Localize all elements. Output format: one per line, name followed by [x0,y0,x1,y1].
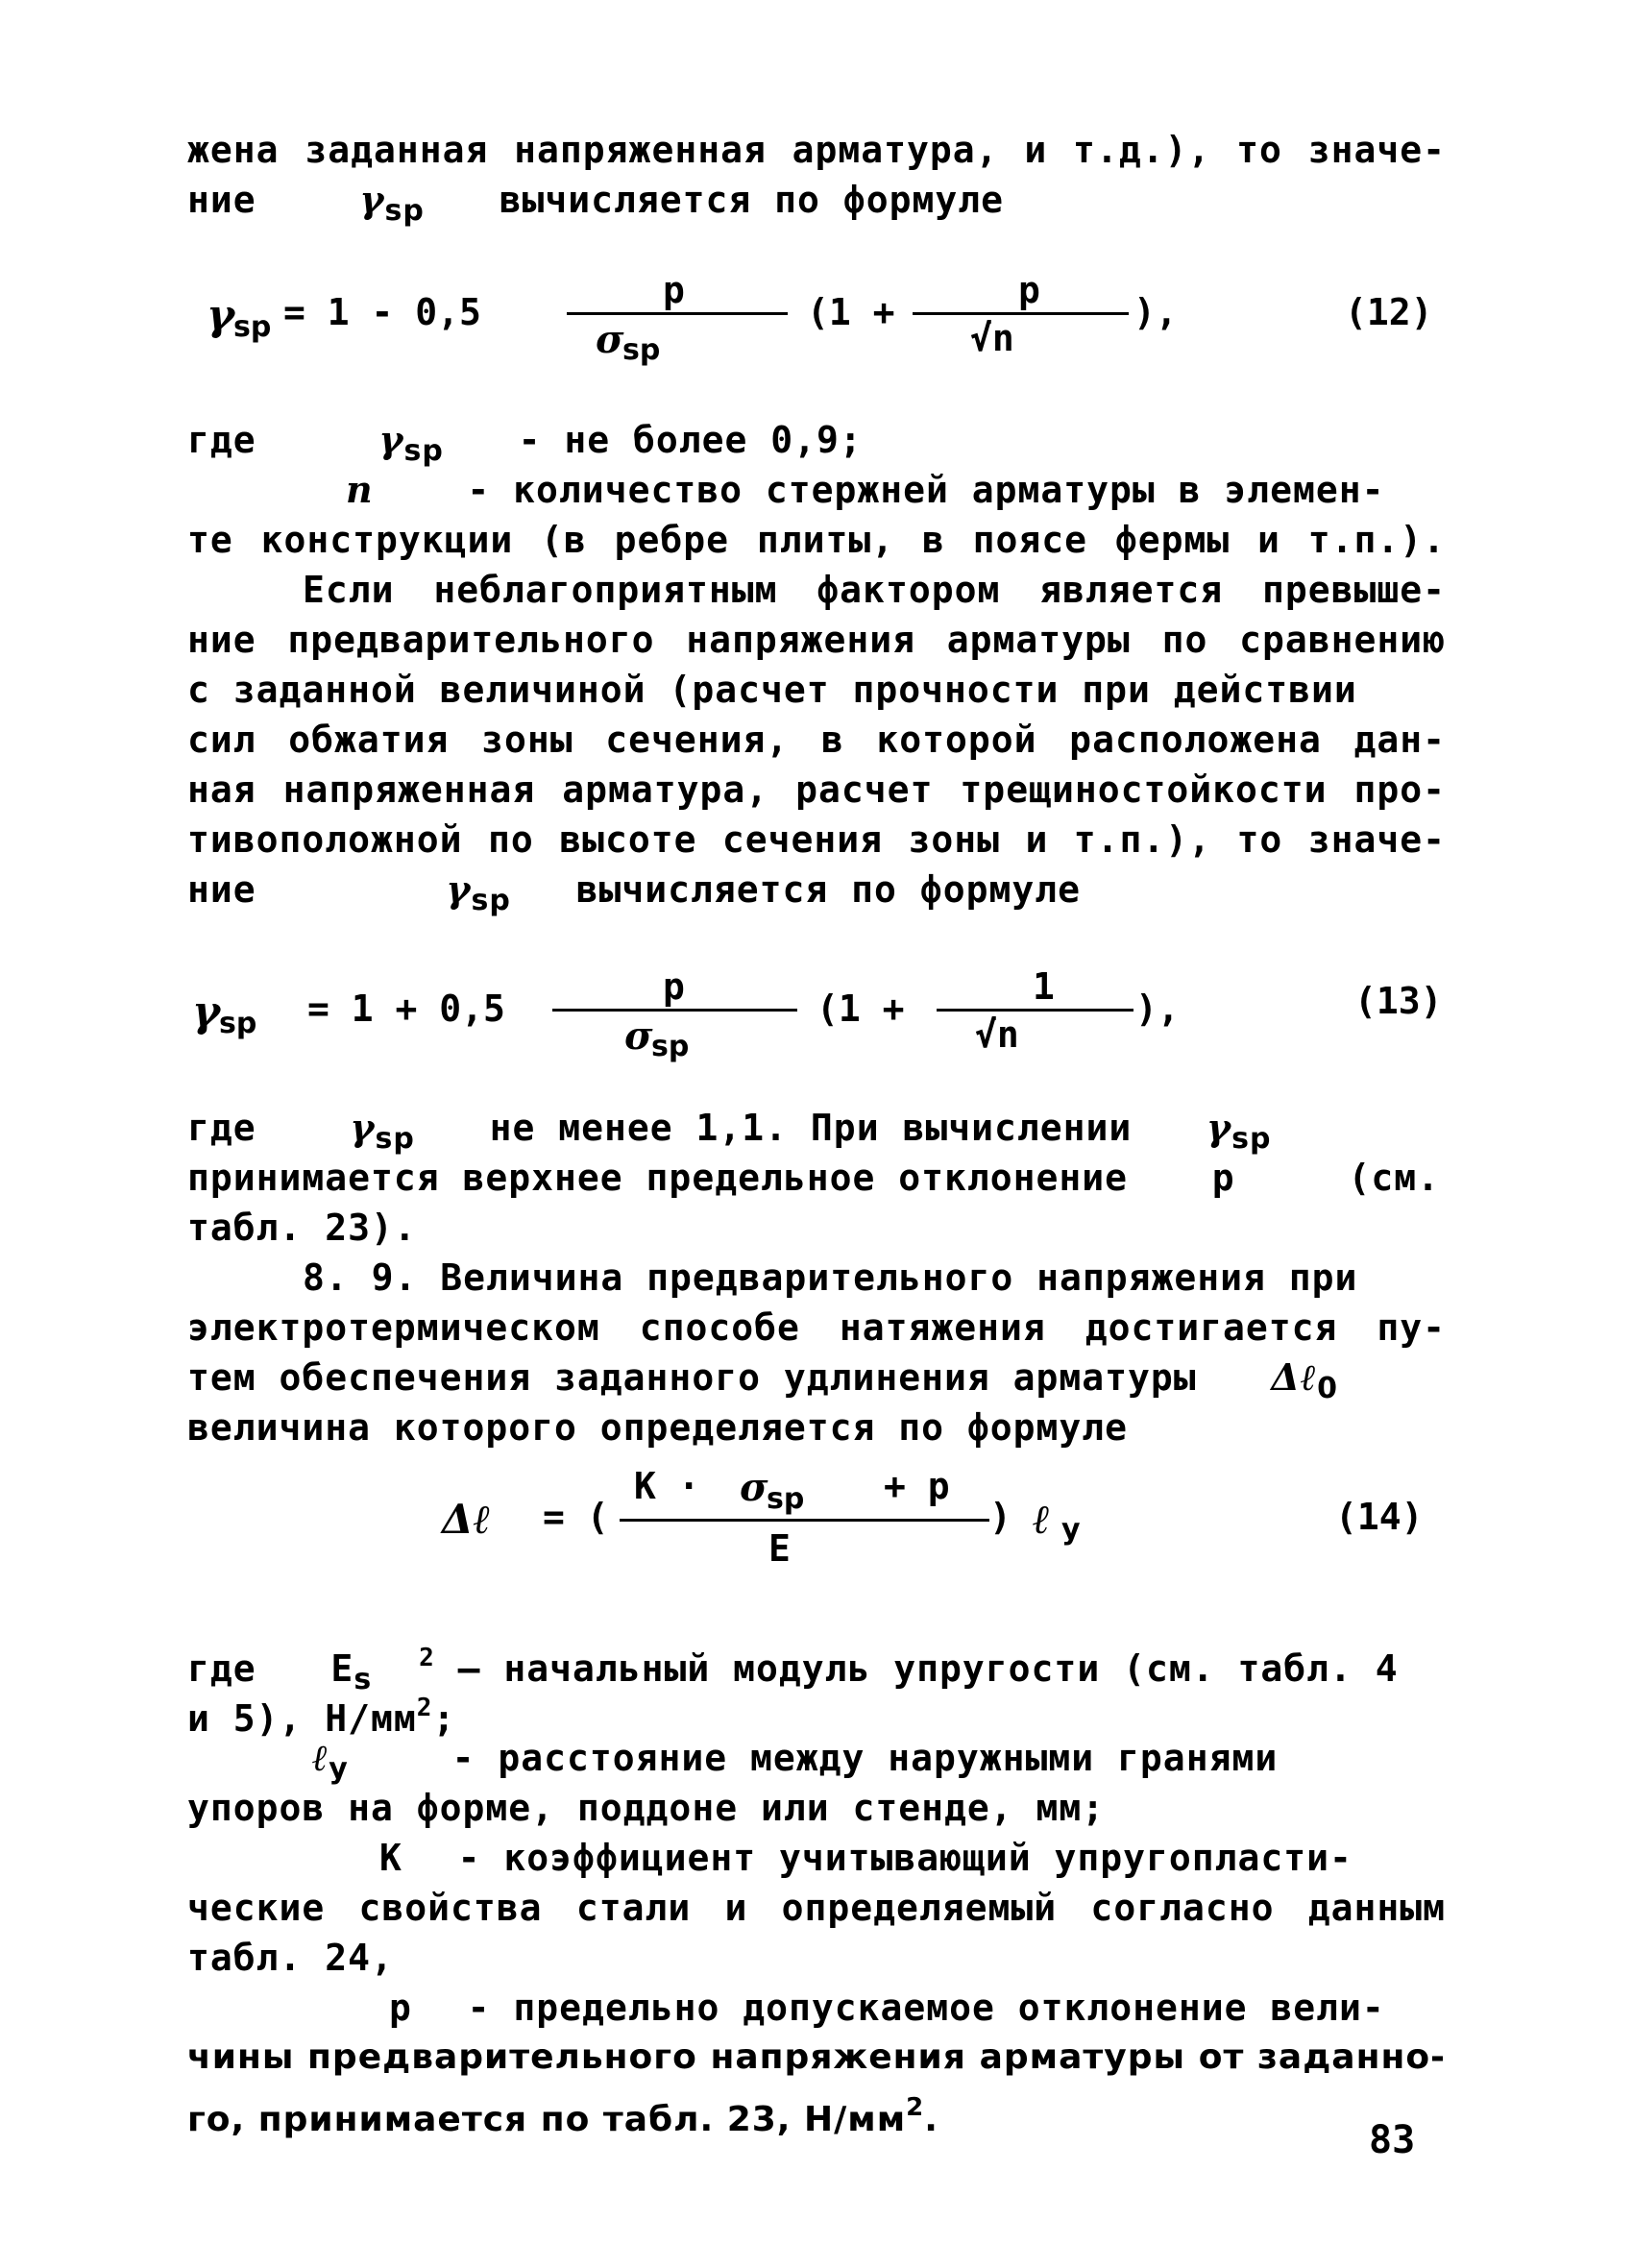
l-symbol: ℓ [1033,1496,1050,1543]
text-line [187,865,1446,926]
page-number: 83 [1369,2118,1416,2162]
sp-subscript: sp [471,884,511,917]
formula-text: ), [1133,291,1178,333]
superscript: 2 [419,1644,435,1672]
e-symbol: E [330,1647,354,1690]
text-fragment: тем обеспечения заданного удлинения арматуры [187,1356,1197,1399]
gamma-symbol: γ [446,867,472,911]
text-line: табл. 24, [187,1937,394,1979]
text-line: ние предварительного напряжения арматуры по сравнению [187,619,1446,661]
fraction-line [620,1519,989,1522]
sigma-symbol: σ [740,1465,768,1510]
k-symbol: K [379,1837,402,1879]
text-line: упоров на форме, поддоне или стенде, мм; [187,1787,1106,1829]
formula-text: + p [884,1465,950,1507]
text-line: электротермическом способе натяжения достигается пу- [187,1306,1446,1349]
text-line: величина которого определяется по формуле [187,1406,1128,1449]
sp-subscript: sp [622,333,661,367]
l-symbol: ℓ [312,1736,329,1779]
gamma-symbol: γ [350,1106,376,1149]
text-line [389,1983,1446,2033]
numerator: 1 [1033,965,1055,1008]
n-symbol: n [346,468,374,511]
numerator: p [663,965,685,1008]
text-line: и 5), $Н/мм^2$; [187,1694,456,1740]
text-line: Если неблагоприятным фактором является превыше- [303,569,1446,611]
text-fragment: где [187,1647,256,1690]
s-subscript: s [353,1663,373,1696]
text-fragment: вычисляется по формуле [575,868,1081,911]
text-line [379,1833,1446,1883]
gamma-symbol: γ [1206,1106,1232,1149]
formula-text: (1 + [816,988,905,1030]
formula-text: ) [989,1496,1011,1538]
text-line: те конструкции (в ребре плиты, в поясе фермы и т.п.). [187,519,1446,561]
text-fragment: где [187,419,256,461]
text-line: го, принимается по табл. 23, $Н/мм^2$. [187,2093,938,2139]
gamma-symbol: γ [207,291,235,340]
gamma-symbol: γ [192,988,221,1036]
gamma-symbol: γ [378,418,404,461]
sp-subscript: sp [219,1007,257,1040]
fraction-line [937,1009,1133,1012]
formula-13 [0,961,1633,1066]
sp-subscript: sp [233,310,272,344]
fraction-line [567,312,788,315]
text-fragment: не менее 1,1. При вычислении [489,1107,1133,1149]
equation-number: (12) [1345,291,1433,333]
sp-subscript: sp [384,194,425,228]
text-line: ческие свойства стали и определяемый согласно данным [187,1887,1446,1929]
text-line: табл. 23). [187,1207,417,1249]
text-fragment: – начальный модуль упругости (см. табл. 4 [457,1647,1399,1690]
formula-text: = ( [543,1496,609,1538]
formula-14 [0,1465,1633,1599]
p-symbol: р [389,1987,412,2029]
numerator: p [663,269,685,311]
sp-subscript: sp [375,1122,415,1156]
sigma-symbol: σ [596,317,624,362]
equation-number: (13) [1354,980,1443,1022]
sigma-symbol: σ [624,1013,653,1059]
text-line [187,1153,1446,1203]
text-fragment: - количество стержней арматуры в элемен- [467,469,1385,511]
text-line: тивоположной по высоте сечения зоны и т.п.), то значе- [187,818,1446,861]
denominator: E [768,1527,791,1570]
text-fragment: - расстояние между наружными гранями [451,1737,1279,1779]
formula-text: = 1 - 0,5 [283,291,481,333]
formula-text: = 1 + 0,5 [307,988,505,1030]
text-fragment: ние [187,868,256,911]
text-fragment: ние [187,179,256,221]
gamma-symbol: γ [359,178,385,221]
text-fragment: - не более 0,9; [518,419,863,461]
text-line: жена заданная напряженная арматура, и т.д.), то значе- [187,129,1446,171]
text-line: чины предварительного напряжения арматуры от заданно- [187,2037,1446,2077]
sqrt-n: √n [975,1013,1019,1056]
text-fragment: вычисляется по формуле [499,179,1004,221]
sp-subscript: sp [651,1030,690,1063]
sqrt-n: √n [970,317,1014,359]
text-line: 8. 9. Величина предварительного напряжения при [303,1256,1358,1299]
text-fragment: го, принимается по табл. 23, Н/мм [187,2100,907,2139]
superscript: 2 [906,2093,925,2122]
formula-text: ), [1135,988,1180,1030]
l0-subscript: 0 [1317,1372,1339,1405]
formula-text: (1 + [807,291,895,333]
text-fragment: и 5), Н/мм [187,1697,417,1740]
sp-subscript: sp [403,434,444,468]
delta-l-symbol: Δℓ [1271,1355,1318,1399]
text-fragment: принимается верхнее предельное отклонение [187,1157,1128,1199]
fraction-line [913,312,1129,315]
y-subscript: y [1061,1513,1081,1547]
y-subscript: y [329,1752,349,1786]
text-fragment: - предельно допускаемое отклонение вели- [467,1987,1385,2029]
text-line [187,175,1446,236]
text-line: ная напряженная арматура, расчет трещиностойкости про- [187,768,1446,811]
superscript: 2 [416,1694,433,1722]
numerator: p [1018,269,1040,311]
sp-subscript: sp [767,1482,805,1516]
text-fragment: р [1211,1157,1235,1199]
text-line: с заданной величиной (расчет прочности при действии [187,669,1357,711]
formula-12 [0,264,1633,370]
text-line [346,465,1446,515]
formula-text: K · [634,1465,700,1507]
text-fragment: где [187,1107,256,1149]
text-fragment: (см. [1348,1157,1440,1199]
delta-l-symbol: Δℓ [442,1496,491,1543]
text-line: сил обжатия зоны сечения, в которой расположена дан- [187,719,1446,761]
fraction-line [552,1009,797,1012]
sp-subscript: sp [1231,1122,1272,1156]
text-fragment: - коэффициент учитывающий упругопласти- [457,1837,1353,1879]
equation-number: (14) [1335,1496,1424,1538]
